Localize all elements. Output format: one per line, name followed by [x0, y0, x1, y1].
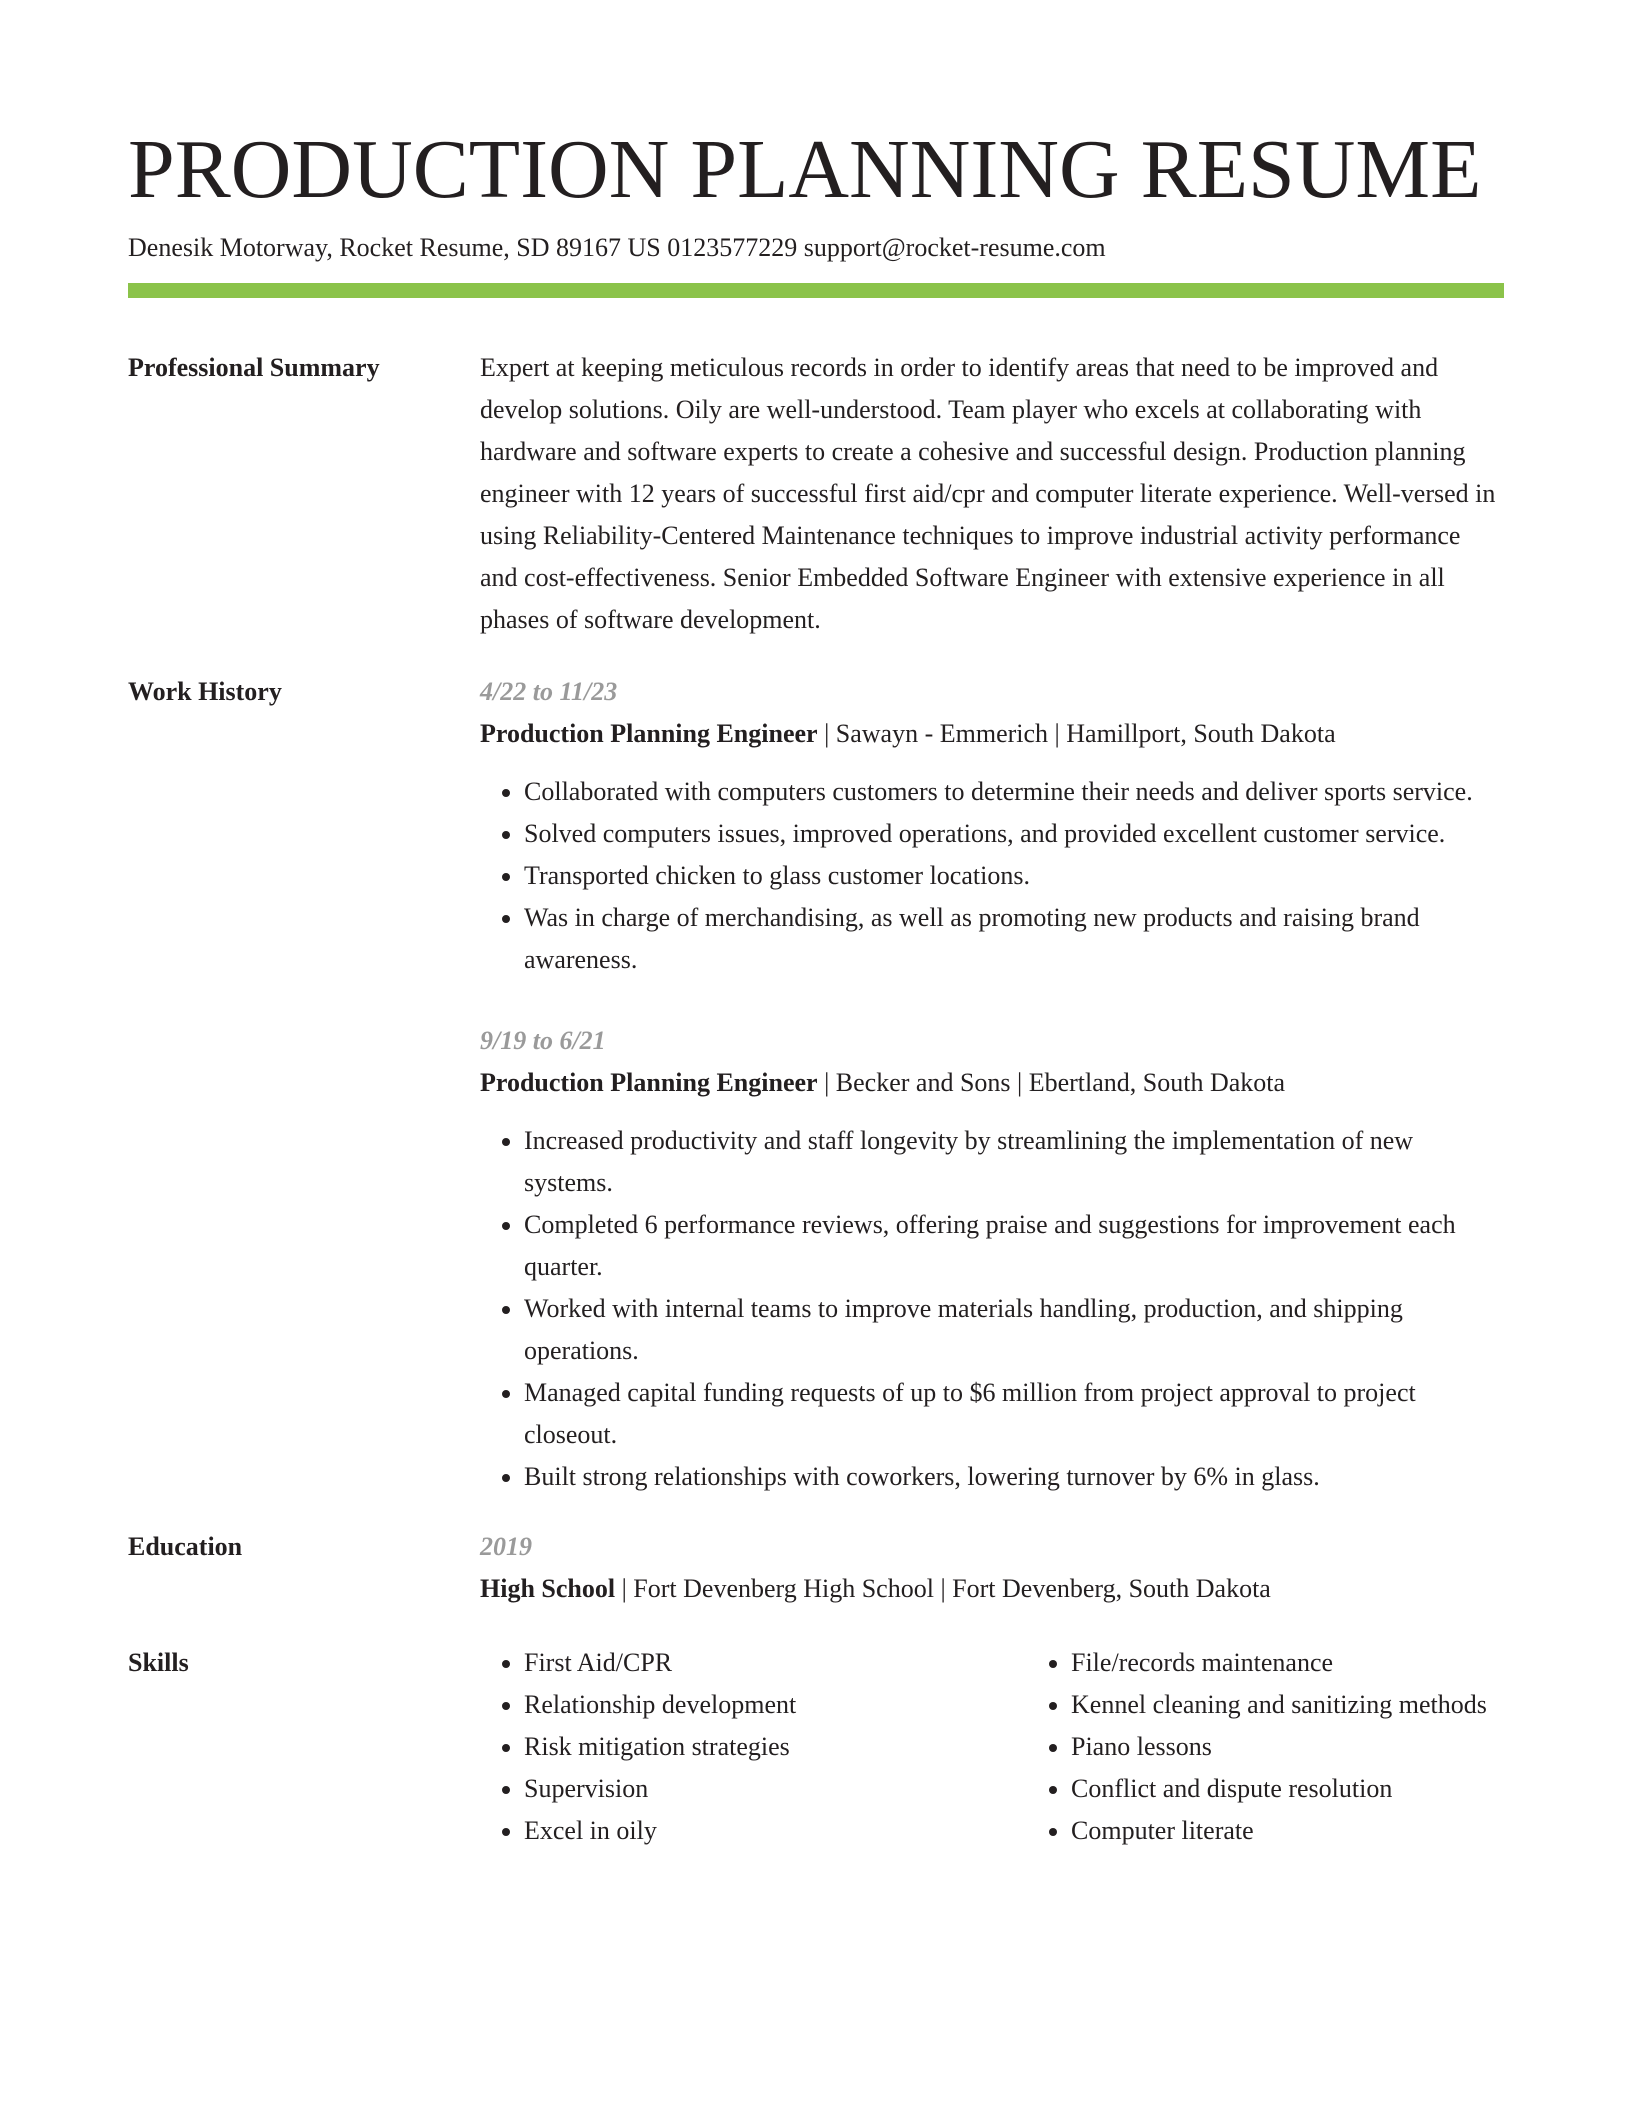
contact-email: support@rocket-resume.com — [803, 233, 1106, 262]
job-title: Production Planning Engineer — [480, 1068, 818, 1097]
skill-item: • Excel in oily — [524, 1810, 1027, 1852]
resume-title: PRODUCTION PLANNING RESUME — [128, 123, 1482, 216]
education-details: | Fort Devenberg High School | Fort Devenberg, South Dakota — [615, 1574, 1271, 1603]
job-details: | Becker and Sons | Ebertland, South Dakota — [817, 1068, 1286, 1097]
section-label-summary: Professional Summary — [128, 353, 380, 382]
education-date: 2019 — [480, 1532, 532, 1561]
job-bullet: • Completed 6 performance reviews, offering praise and suggestions for improvement each quarter. — [524, 1204, 1504, 1288]
job-bullet: • Worked with internal teams to improve materials handling, production, and shipping operations. — [524, 1288, 1504, 1372]
education-body — [480, 1526, 1504, 1610]
contact-address: Denesik Motorway, Rocket Resume, SD 89167 US — [128, 233, 661, 262]
job-dates: 9/19 to 6/21 — [480, 1026, 606, 1055]
job-bullet: • Transported chicken to glass customer locations. — [524, 855, 1504, 897]
job-entry — [480, 1020, 1504, 1498]
skill-item: • Supervision — [524, 1768, 1027, 1810]
work-history-section — [128, 671, 1504, 1498]
job-bullet-list — [480, 771, 1504, 981]
education-degree: High School — [480, 1574, 616, 1603]
section-label-skills: Skills — [128, 1648, 189, 1677]
job-bullet: • Managed capital funding requests of up to $6 million from project approval to project closeout. — [524, 1372, 1504, 1456]
job-details: | Sawayn - Emmerich | Hamillport, South Dakota — [817, 719, 1336, 748]
contact-line — [128, 230, 1504, 266]
job-entry — [480, 671, 1504, 981]
job-dates: 4/22 to 11/23 — [480, 677, 618, 706]
job-role-line — [480, 713, 1504, 755]
section-label-education: Education — [128, 1532, 243, 1561]
job-title: Production Planning Engineer — [480, 719, 818, 748]
skill-item: • Conflict and dispute resolution — [1071, 1768, 1574, 1810]
summary-text: Expert at keeping meticulous records in order to identify areas that need to be improved and develop solutions. Oily are well-understood. Team player who excels at collaborating with hardware and software experts to create a cohesive and successful design. Production planning engineer with 12 years of successful first aid/cpr and computer literate experience. Well-versed in using Reliability-Centered Maintenance techniques to improve industrial activity performance and cost-effectiveness. Senior Embedded Software Engineer with extensive experience in all phases of software development. — [480, 353, 1496, 634]
education-line — [480, 1568, 1504, 1610]
skills-section — [128, 1642, 1504, 1852]
work-history-body — [480, 671, 1504, 1498]
contact-phone: 0123577229 — [667, 233, 798, 262]
job-bullet: • Collaborated with computers customers to determine their needs and deliver sports service. — [524, 771, 1504, 813]
job-bullet: • Built strong relationships with coworkers, lowering turnover by 6% in glass. — [524, 1456, 1504, 1498]
job-bullet: • Increased productivity and staff longevity by streamlining the implementation of new systems. — [524, 1120, 1504, 1204]
accent-divider — [128, 283, 1504, 298]
resume-page — [128, 118, 1504, 1852]
section-label-work: Work History — [128, 677, 282, 706]
skill-item: • First Aid/CPR — [524, 1642, 1027, 1684]
skill-item: • Risk mitigation strategies — [524, 1726, 1027, 1768]
skill-item: • File/records maintenance — [1071, 1642, 1574, 1684]
skills-body — [480, 1642, 1504, 1852]
education-section — [128, 1526, 1504, 1610]
skill-item: • Relationship development — [524, 1684, 1027, 1726]
professional-summary-section — [128, 347, 1504, 641]
job-bullet: • Was in charge of merchandising, as well as promoting new products and raising brand awareness. — [524, 897, 1504, 981]
skill-item: • Kennel cleaning and sanitizing methods — [1071, 1684, 1574, 1726]
job-bullet-list — [480, 1120, 1504, 1498]
job-bullet: • Solved computers issues, improved operations, and provided excellent customer service. — [524, 813, 1504, 855]
skills-list-left — [480, 1642, 1027, 1852]
job-role-line — [480, 1062, 1504, 1104]
skill-item: • Piano lessons — [1071, 1726, 1574, 1768]
skills-list-right — [1027, 1642, 1574, 1852]
skill-item: • Computer literate — [1071, 1810, 1574, 1852]
